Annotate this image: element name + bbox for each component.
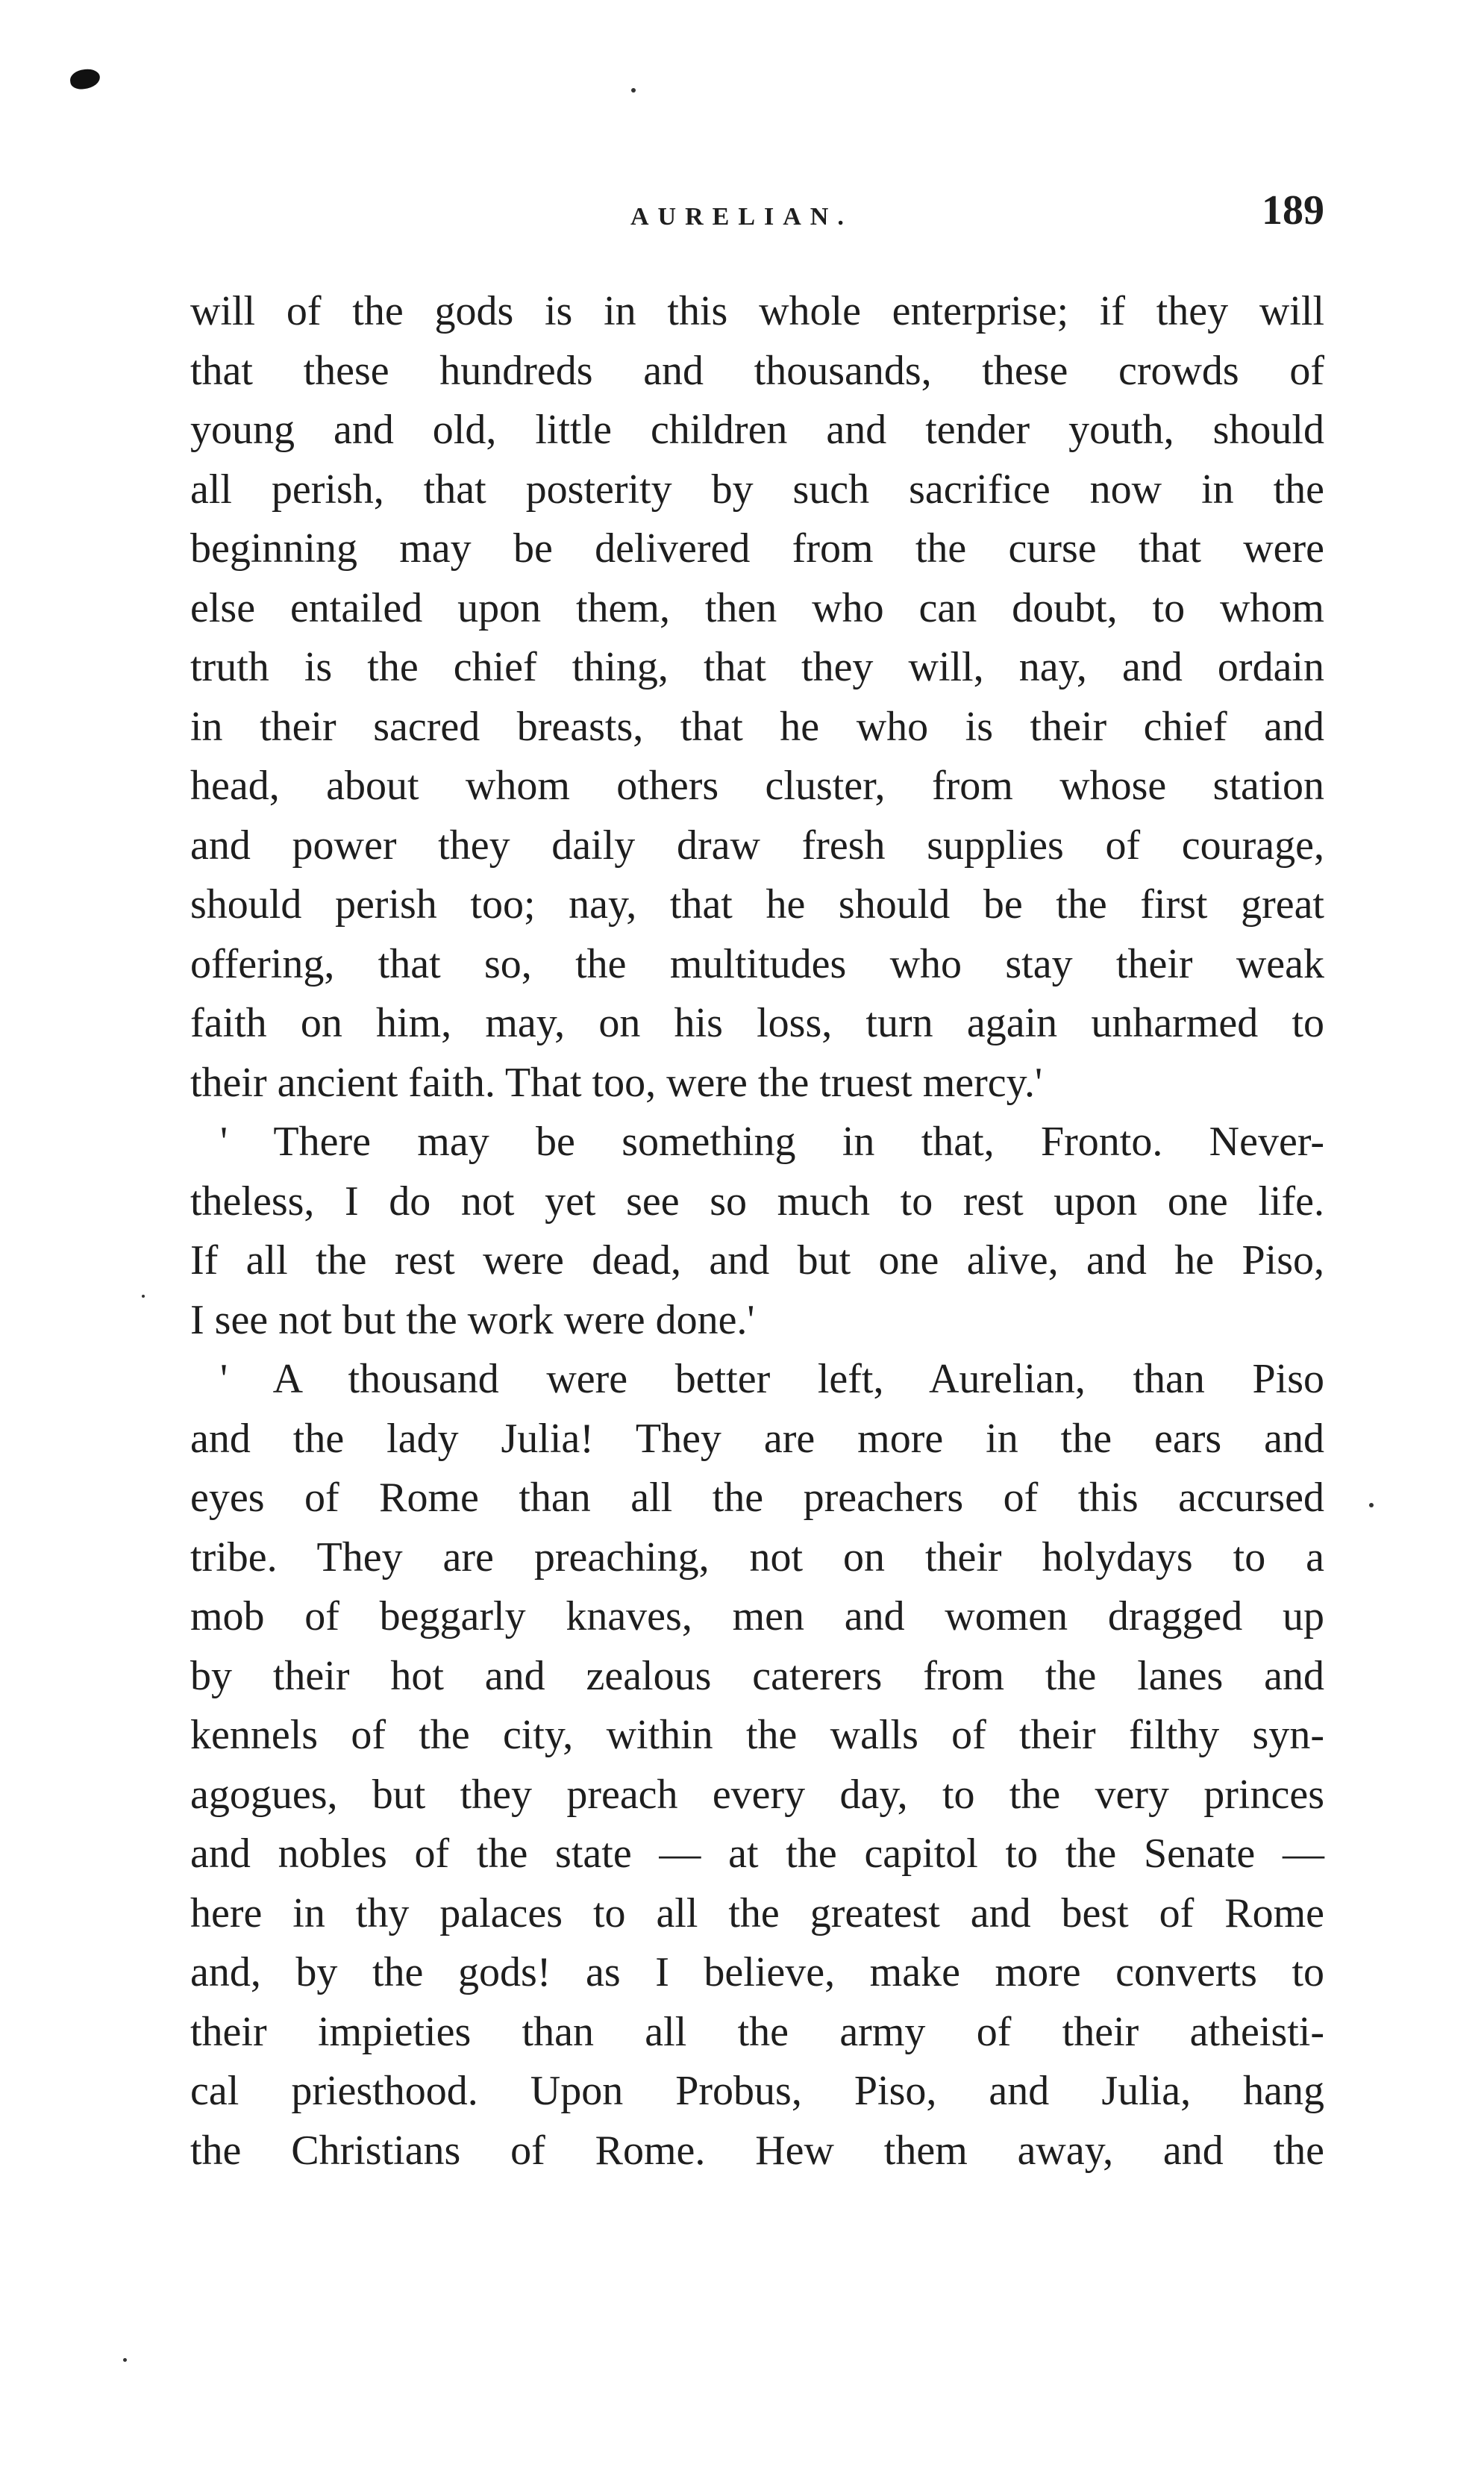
text-line: else entailed upon them, then who can doubt, to whom bbox=[190, 584, 1324, 631]
page-header bbox=[190, 187, 1324, 254]
text-line: their ancient faith. That too, were the truest mercy.' bbox=[190, 1059, 1043, 1106]
text-line: their impieties than all the army of their atheisti- bbox=[190, 2008, 1324, 2055]
text-line: mob of beggarly knaves, men and women dragged up bbox=[190, 1593, 1324, 1639]
text-line: should perish too; nay, that he should be the first great bbox=[190, 881, 1324, 928]
text-line: and nobles of the state — at the capitol to the Senate — bbox=[190, 1831, 1324, 1877]
text-line: I see not but the work were done.' bbox=[190, 1296, 755, 1343]
ink-speck bbox=[142, 1295, 145, 1298]
ink-blot-mark bbox=[69, 68, 101, 90]
text-line: If all the rest were dead, and but one alive, and he Piso, bbox=[190, 1237, 1324, 1284]
text-line: all perish, that posterity by such sacrifice now in the bbox=[190, 466, 1324, 513]
ink-speck bbox=[1369, 1503, 1374, 1507]
text-line: eyes of Rome than all the preachers of this accursed bbox=[190, 1475, 1324, 1521]
text-line: and the lady Julia! They are more in the ears and bbox=[190, 1415, 1324, 1462]
text-line: truth is the chief thing, that they will, nay, and ordain bbox=[190, 644, 1324, 690]
ink-speck bbox=[123, 2358, 127, 2362]
text-line: beginning may be delivered from the curse that were bbox=[190, 525, 1324, 572]
text-line: cal priesthood. Upon Probus, Piso, and Julia, hang bbox=[190, 2068, 1324, 2114]
running-head: AURELIAN. bbox=[630, 203, 853, 231]
text-line: in their sacred breasts, that he who is their chief and bbox=[190, 703, 1324, 750]
text-line: kennels of the city, within the walls of their filthy syn- bbox=[190, 1712, 1324, 1758]
ink-speck bbox=[631, 88, 636, 93]
text-line: ' A thousand were better left, Aurelian, than Piso bbox=[220, 1356, 1324, 1402]
text-line: faith on him, may, on his loss, turn again unharmed to bbox=[190, 1000, 1324, 1046]
text-line: ' There may be something in that, Fronto. Never- bbox=[220, 1119, 1324, 1165]
text-line: offering, that so, the multitudes who stay their weak bbox=[190, 940, 1324, 987]
text-line: and power they daily draw fresh supplies of courage, bbox=[190, 822, 1324, 869]
text-line: here in thy palaces to all the greatest and best of Rome bbox=[190, 1889, 1324, 1936]
text-line: tribe. They are preaching, not on their holydays to a bbox=[190, 1534, 1324, 1581]
text-line: that these hundreds and thousands, these crowds of bbox=[190, 347, 1324, 394]
text-line: young and old, little children and tender youth, should bbox=[190, 407, 1324, 453]
text-line: by their hot and zealous caterers from the lanes and bbox=[190, 1652, 1324, 1699]
body-text bbox=[190, 282, 1324, 2180]
text-line: theless, I do not yet see so much to rest upon one life. bbox=[190, 1178, 1324, 1225]
text-line: head, about whom others cluster, from whose station bbox=[190, 763, 1324, 809]
text-line: the Christians of Rome. Hew them away, and the bbox=[190, 2127, 1324, 2174]
text-line: will of the gods is in this whole enterprise; if they will bbox=[190, 288, 1324, 334]
page-number: 189 bbox=[1262, 187, 1324, 234]
text-line: and, by the gods! as I believe, make more converts to bbox=[190, 1949, 1324, 1995]
text-line: agogues, but they preach every day, to the very princes bbox=[190, 1771, 1324, 1818]
